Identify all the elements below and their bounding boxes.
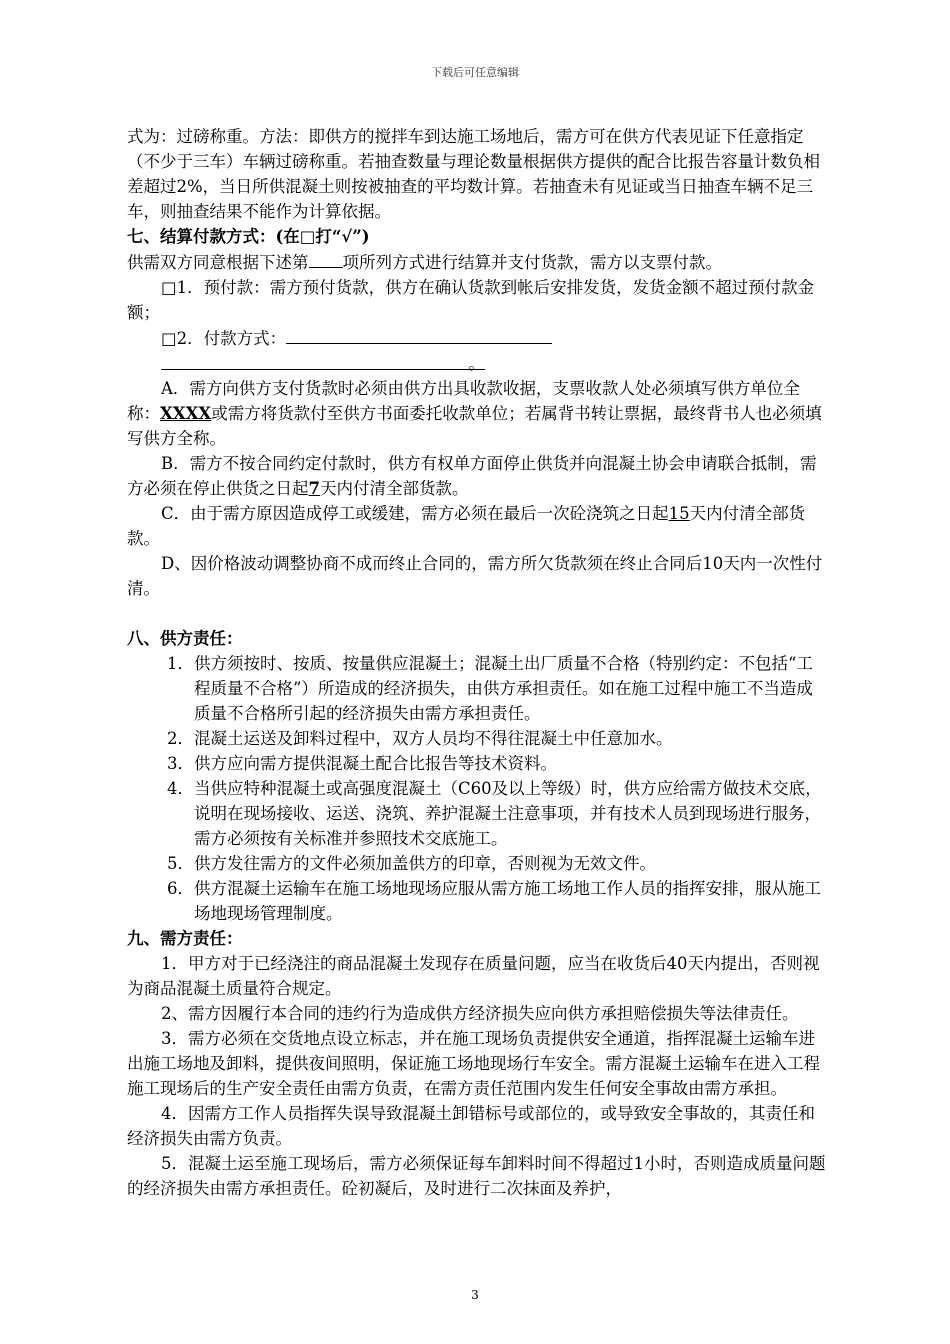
list-item: 6． 供方混凝土运输车在施工场地现场应服从需方施工场地工作人员的指挥安排，服从施工场地现场管理制度。 xyxy=(167,879,821,923)
spacer xyxy=(127,601,827,626)
clause-b: B．需方不按合同约定付款时，供方有权单方面停止供货并向混凝土协会申请联合抵制，需方必须在停止供货之日起7天内付清全部货款。 xyxy=(127,454,817,498)
payment-option-1: □1．预付款：需方预付货款，供方在确认货款到帐后安排发货，发货金额不超过预付款金额； xyxy=(127,278,815,322)
clause-d: D、因价格波动调整协商不成而终止合同的，需方所欠货款须在终止合同后10天内一次性付清。 xyxy=(127,554,823,598)
blank-field xyxy=(309,249,343,268)
clause-c: C．由于需方原因造成停工或缓建，需方必须在最后一次砼浇筑之日起15天内付清全部货款。 xyxy=(127,504,806,548)
payment-option-2-line xyxy=(127,351,827,376)
list-item: 3．需方必须在交货地点设立标志，并在施工现场负责提供安全通道，指挥混凝土运输车进出施工场地及卸料，提供夜间照明，保证施工场地现场行车安全。需方混凝土运输车在进入工程施工现场后的生产安全责任由需方负责，在需方责任范围内发生任何安全事故由需方承担。 xyxy=(127,1029,820,1098)
section-9-title: 九、需方责任： xyxy=(127,929,243,948)
list-item: 5． 供方发往需方的文件必须加盖供方的印章，否则视为无效文件。 xyxy=(167,854,656,873)
list-item: 1． 供方须按时、按质、按量供应混凝土；混凝土出厂质量不合格（特别约定：不包括“工程质量不合格”）所造成的经济损失，由供方承担责任。如在施工过程中施工不当造成质量不合格所引起的经济损失由需方承担责任。 xyxy=(167,654,813,723)
blank-field xyxy=(286,325,552,344)
section-7-title: 七、结算付款方式：(在□打“√”) xyxy=(127,227,370,246)
days-value: 15 xyxy=(668,504,690,523)
section-8-title: 八、供方责任： xyxy=(127,629,243,648)
clause-a: A．需方向供方支付货款时必须由供方出具收款收据，支票收款人处必须填写供方单位全称：XXXX或需方将货款付至供方书面委托收款单位；若属背书转让票据，最终背书人也必须填写供方全称。 xyxy=(127,379,822,448)
list-item: 2、需方因履行本合同的违约行为造成供方经济损失应向供方承担赔偿损失等法律责任。 xyxy=(161,1004,799,1023)
days-value: 7 xyxy=(308,479,320,498)
list-item: 3． 供方应向需方提供混凝土配合比报告等技术资料。 xyxy=(167,754,557,773)
document-body xyxy=(127,124,827,1201)
list-item: 2． 混凝土运送及卸料过程中，双方人员均不得往混凝土中任意加水。 xyxy=(167,729,673,748)
list-item: 1．甲方对于已经浇注的商品混凝土发现存在质量问题，应当在收货后40天内提出，否则视为商品混凝土质量符合规定。 xyxy=(127,954,820,998)
payment-option-2: □2．付款方式： xyxy=(127,325,827,351)
supplier-name: XXXX xyxy=(160,404,212,423)
page-header: 下载后可任意编辑 xyxy=(431,66,519,79)
paragraph: 式为：过磅称重。方法：即供方的搅拌车到达施工场地后，需方可在供方代表见证下任意指定（不少于三车）车辆过磅称重。若抽查数量与理论数量根据供方提供的配合比报告容量计数负相差超过2%，当日所供混凝土则按被抽查的平均数计算。若抽查未有见证或当日抽查车辆不足三车，则抽查结果不能作为计算依据。 xyxy=(127,127,820,221)
page-number: 3 xyxy=(471,1288,479,1302)
blank-field: 。 xyxy=(161,351,485,370)
paragraph: 供需双方同意根据下述第 项所列方式进行结算并支付货款，需方以支票付款。 xyxy=(127,249,827,275)
list-item: 5．混凝土运至施工现场后，需方必须保证每车卸料时间不得超过1小时，否则造成质量问题的经济损失由需方承担责任。砼初凝后，及时进行二次抹面及养护， xyxy=(127,1154,826,1198)
list-item: 4．因需方工作人员指挥失误导致混凝土卸错标号或部位的，或导致安全事故的，其责任和经济损失由需方负责。 xyxy=(127,1104,815,1148)
list-item: 4． 当供应特种混凝土或高强度混凝土（C60及以上等级）时，供方应给需方做技术交底，说明在现场接收、运送、浇筑、养护混凝土注意事项，并有技术人员到现场进行服务，需方必须按有关标准并参照技术交底施工。 xyxy=(167,779,822,848)
